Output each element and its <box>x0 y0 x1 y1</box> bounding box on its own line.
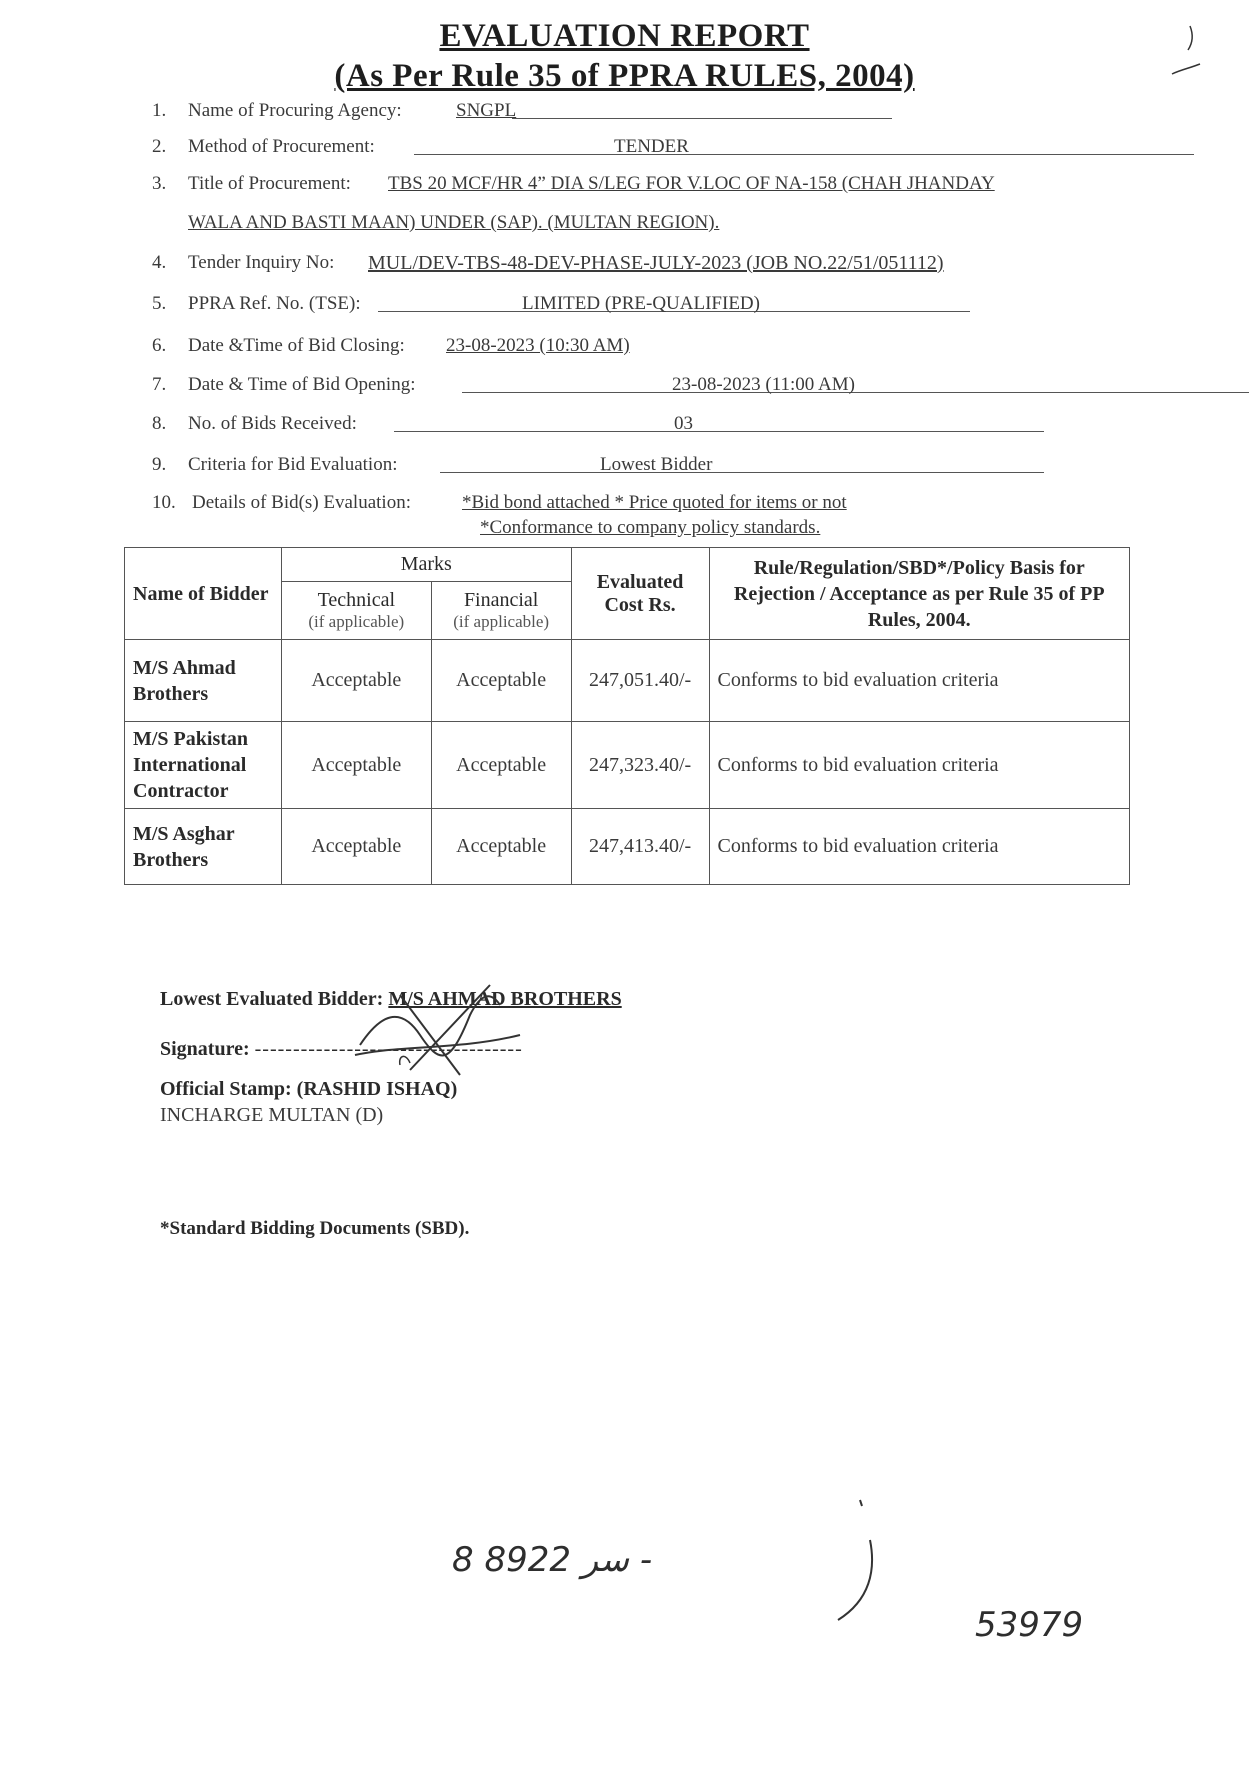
col-rule-basis: Rule/Regulation/SBD*/Policy Basis for Rejection / Acceptance as per Rule 35 of PP Rules, 2004. <box>709 548 1129 640</box>
field-value: TENDER <box>614 136 689 157</box>
field-label: Title of Procurement: <box>188 173 351 194</box>
fill-line <box>394 411 1044 432</box>
field-value: SNGPL <box>456 100 517 121</box>
col-financial <box>431 582 571 640</box>
col-marks: Marks <box>281 548 571 582</box>
field-value-line1: TBS 20 MCF/HR 4” DIA S/LEG FOR V.LOC OF NA-158 (CHAH JHANDAY <box>388 173 995 194</box>
fill-line <box>414 134 1194 155</box>
field-label: Details of Bid(s) Evaluation: <box>192 492 411 513</box>
field-value: Lowest Bidder <box>600 454 713 475</box>
financial-mark: Acceptable <box>431 722 571 809</box>
financial-mark: Acceptable <box>431 809 571 885</box>
bidder-name: M/S Pakistan International Contractor <box>125 722 282 809</box>
field-value: LIMITED (PRE-QUALIFIED) <box>522 293 760 314</box>
fill-line <box>512 98 892 119</box>
stamp-label: Official Stamp: <box>160 1078 292 1100</box>
handwritten-stroke-icon <box>830 1490 890 1630</box>
field-label: Tender Inquiry No: <box>188 252 335 273</box>
field-number: 4. <box>152 252 167 273</box>
field-label: Date &Time of Bid Closing: <box>188 335 405 356</box>
bidder-name: M/S Asghar Brothers <box>125 809 282 885</box>
field-value-line1: *Bid bond attached * Price quoted for items or not <box>462 492 847 513</box>
table-row <box>125 809 1130 885</box>
evaluated-cost: 247,413.40/- <box>571 809 709 885</box>
field-number: 2. <box>152 136 167 157</box>
margin-mark-icon <box>1160 24 1210 84</box>
col-evaluated-cost: Evaluated Cost Rs. <box>571 548 709 640</box>
field-label: Method of Procurement: <box>188 136 375 157</box>
field-number: 3. <box>152 173 167 194</box>
table-row <box>125 640 1130 722</box>
field-label: Criteria for Bid Evaluation: <box>188 454 398 475</box>
lowest-bidder-value: M/S AHMAD BROTHERS <box>388 988 622 1010</box>
technical-mark: Acceptable <box>281 809 431 885</box>
fill-line <box>462 372 1249 393</box>
rule-basis: Conforms to bid evaluation criteria <box>709 722 1129 809</box>
field-number: 7. <box>152 374 167 395</box>
field-number: 9. <box>152 454 167 475</box>
field-value: 23-08-2023 (10:30 AM) <box>446 335 630 356</box>
handwritten-number: 53979 <box>975 1605 1084 1645</box>
technical-mark: Acceptable <box>281 640 431 722</box>
table-row <box>125 722 1130 809</box>
rule-basis: Conforms to bid evaluation criteria <box>709 809 1129 885</box>
report-title: EVALUATION REPORT <box>439 18 810 54</box>
field-label: No. of Bids Received: <box>188 413 357 434</box>
table-header-row <box>125 548 1130 582</box>
signature-dashes: ----------------------------------- <box>254 1038 523 1060</box>
field-value: 23-08-2023 (11:00 AM) <box>672 374 855 395</box>
field-value-line2: *Conformance to company policy standards. <box>480 517 821 538</box>
col-technical <box>281 582 431 640</box>
signature-label: Signature: <box>160 1038 250 1060</box>
field-number: 5. <box>152 293 167 314</box>
financial-mark: Acceptable <box>431 640 571 722</box>
field-label: Date & Time of Bid Opening: <box>188 374 416 395</box>
col-technical-sub: (if applicable) <box>308 612 405 631</box>
footnote: *Standard Bidding Documents (SBD). <box>160 1218 470 1239</box>
stamp-value: (RASHID ISHAQ) <box>296 1078 458 1100</box>
field-label: Name of Procuring Agency: <box>188 100 402 121</box>
official-stamp <box>160 1078 457 1101</box>
bidder-name: M/S Ahmad Brothers <box>125 640 282 722</box>
field-number: 6. <box>152 335 167 356</box>
fill-line <box>440 452 1044 473</box>
field-value: 03 <box>674 413 693 434</box>
col-technical-label: Technical <box>317 589 396 611</box>
col-financial-sub: (if applicable) <box>453 612 550 631</box>
field-number: 10. <box>152 492 176 513</box>
bid-evaluation-table <box>124 547 1130 885</box>
signature-scribble-icon <box>340 975 540 1085</box>
handwritten-note: 8 سر 8922 - <box>452 1540 653 1580</box>
col-name-of-bidder: Name of Bidder <box>125 548 282 640</box>
evaluated-cost: 247,323.40/- <box>571 722 709 809</box>
field-label: PPRA Ref. No. (TSE): <box>188 293 361 314</box>
field-value: MUL/DEV-TBS-48-DEV-PHASE-JULY-2023 (JOB NO.22/51/051112) <box>368 252 944 274</box>
technical-mark: Acceptable <box>281 722 431 809</box>
rule-basis: Conforms to bid evaluation criteria <box>709 640 1129 722</box>
report-subtitle: (As Per Rule 35 of PPRA RULES, 2004) <box>334 58 915 94</box>
lowest-bidder-label: Lowest Evaluated Bidder: <box>160 988 384 1010</box>
field-value-line2: WALA AND BASTI MAAN) UNDER (SAP). (MULTAN REGION). <box>188 212 720 233</box>
evaluated-cost: 247,051.40/- <box>571 640 709 722</box>
designation: INCHARGE MULTAN (D) <box>160 1104 384 1126</box>
col-financial-label: Financial <box>463 589 539 611</box>
field-number: 1. <box>152 100 167 121</box>
field-number: 8. <box>152 413 167 434</box>
